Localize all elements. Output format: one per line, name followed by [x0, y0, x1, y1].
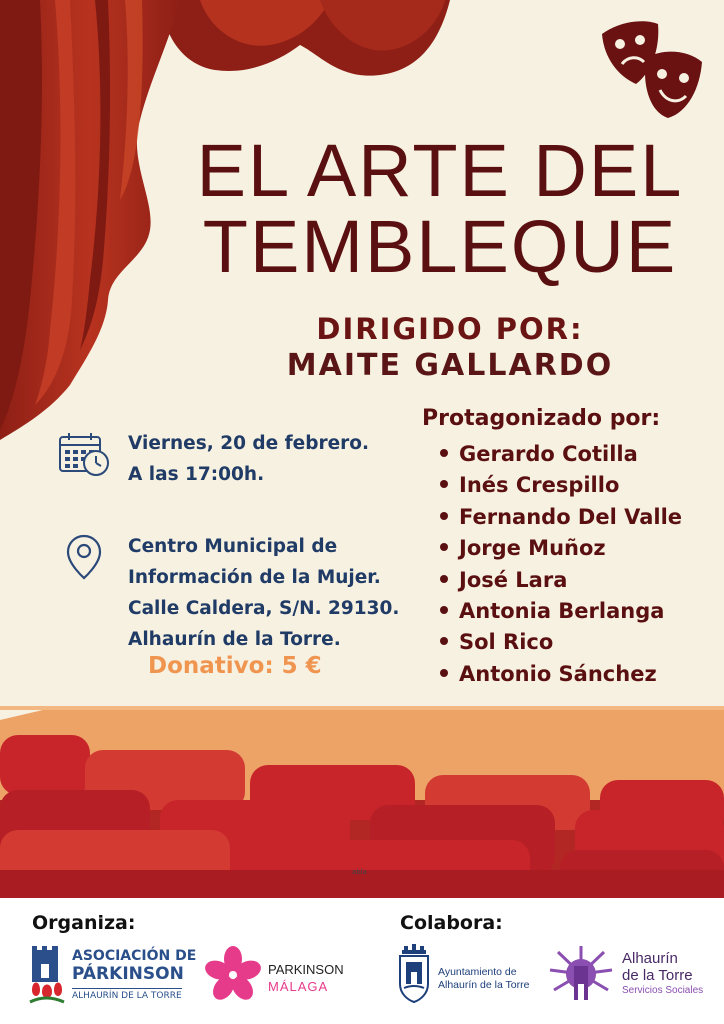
title-line-1: EL ARTE DEL — [196, 129, 684, 212]
flower-icon — [204, 946, 262, 1002]
coat-of-arms-icon — [396, 944, 432, 1004]
cast-member — [440, 533, 682, 564]
alhaurin-line3: Servicios Sociales — [622, 985, 704, 996]
cast-heading: Protagonizado por: — [422, 406, 661, 431]
calendar-icon — [58, 432, 112, 478]
bullet-icon — [440, 669, 448, 677]
watermark: abla — [352, 868, 367, 876]
bullet-icon — [440, 606, 448, 614]
location-line: Calle Caldera, S/N. 29130. — [128, 598, 400, 619]
location-line: Centro Municipal de — [128, 536, 338, 557]
cast-member — [440, 470, 682, 501]
event-location — [128, 531, 399, 655]
ayuntamiento-line1: Ayuntamiento de — [438, 966, 517, 978]
directed-by-label: DIRIGIDO POR: — [316, 312, 584, 346]
cast-name: Fernando Del Valle — [459, 504, 683, 529]
cast-name: Antonio Sánchez — [459, 661, 657, 686]
cast-member — [440, 565, 682, 596]
theater-masks-icon — [598, 16, 708, 122]
cast-name: Inés Crespillo — [459, 473, 620, 498]
donation-text: Donativo: 5 € — [148, 653, 322, 679]
footer — [0, 898, 724, 1024]
bullet-icon — [440, 543, 448, 551]
asociacion-line3: ALHAURÍN DE LA TORRE — [72, 988, 182, 1001]
asociacion-line2: PÁRKINSON — [72, 964, 184, 984]
colabora-label: Colabora: — [400, 912, 503, 934]
cast-member — [440, 659, 682, 690]
bullet-icon — [440, 575, 448, 583]
event-date — [128, 428, 369, 490]
parkinson-malaga-line1: PARKINSON — [268, 962, 344, 977]
location-line: Alhaurín de la Torre. — [128, 629, 341, 650]
ayuntamiento-line2: Alhaurín de la Torre — [438, 979, 530, 991]
parkinson-malaga-line2: MÁLAGA — [268, 979, 329, 994]
bullet-icon — [440, 637, 448, 645]
curtain-valance — [160, 0, 450, 76]
servicios-sociales-logo — [546, 944, 718, 1006]
cast-member — [440, 627, 682, 658]
date-line: Viernes, 20 de febrero. — [128, 433, 369, 454]
alhaurin-line2: de la Torre — [622, 967, 693, 984]
cast-name: Sol Rico — [459, 630, 554, 655]
cast-list — [440, 439, 682, 690]
director-name: MAITE GALLARDO — [286, 348, 614, 383]
asociacion-line1: ASOCIACIÓN DE — [72, 948, 197, 964]
cast-member — [440, 439, 682, 470]
tower-tulip-icon — [26, 946, 66, 1006]
cast-member — [440, 502, 682, 533]
ayuntamiento-logo — [396, 944, 546, 1006]
asociacion-parkinson-logo — [26, 946, 196, 1010]
cast-name: José Lara — [459, 567, 568, 592]
parkinson-malaga-logo — [204, 946, 354, 1006]
sun-tower-icon — [546, 944, 616, 1004]
organiza-label: Organiza: — [32, 912, 136, 934]
cast-name: Antonia Berlanga — [459, 599, 665, 624]
location-line: Información de la Mujer. — [128, 567, 381, 588]
location-pin-icon — [66, 534, 102, 580]
bullet-icon — [440, 480, 448, 488]
cast-member — [440, 596, 682, 627]
cast-name: Jorge Muñoz — [459, 536, 606, 561]
bullet-icon — [440, 449, 448, 457]
alhaurin-line1: Alhaurín — [622, 950, 678, 967]
cast-name: Gerardo Cotilla — [459, 442, 638, 466]
bullet-icon — [440, 512, 448, 520]
curtain-left — [0, 0, 180, 440]
title-line-2: TEMBLEQUE — [202, 205, 678, 288]
time-line: A las 17:00h. — [128, 464, 265, 485]
